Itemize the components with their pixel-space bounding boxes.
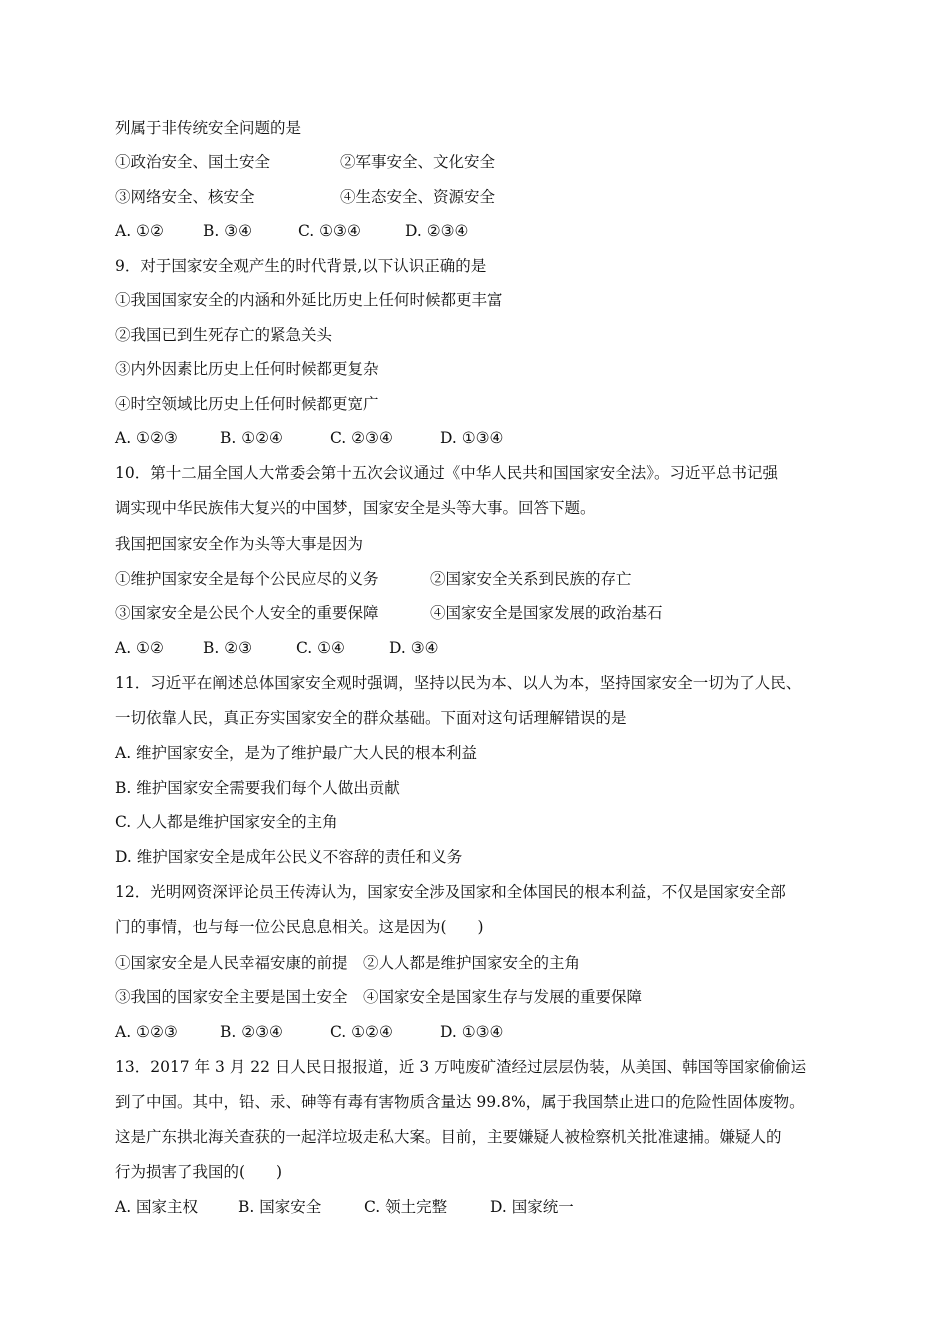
- q10-choice-a: A. ①②: [115, 639, 164, 657]
- q8-choice-d: D. ②③④: [405, 222, 469, 240]
- q12-options-line-a: ①国家安全是人民幸福安康的前提 ②人人都是维护国家安全的主角: [115, 954, 581, 972]
- q8-option-4: ④生态安全、资源安全: [340, 188, 496, 206]
- q8-stem-tail: 列属于非传统安全问题的是: [115, 119, 302, 137]
- q9-choice-b: B. ①②④: [220, 429, 283, 447]
- q13-choice-c: C. 领土完整: [364, 1198, 448, 1216]
- q10-choice-d: D. ③④: [389, 639, 439, 657]
- q11-stem-line2: 一切依靠人民，真正夯实国家安全的群众基础。下面对这句话理解错误的是: [115, 709, 627, 727]
- q9-item-1: ①我国国家安全的内涵和外延比历史上任何时候都更丰富: [115, 291, 503, 309]
- q11-option-a: A. 维护国家安全，是为了维护最广大人民的根本利益: [115, 744, 478, 762]
- q12-choice-a: A. ①②③: [115, 1023, 178, 1041]
- q11-stem-line1: 11．习近平在阐述总体国家安全观时强调，坚持以民为本、以人为本，坚持国家安全一切为了人民、: [115, 674, 802, 692]
- q12-stem-line1: 12．光明网资深评论员王传涛认为，国家安全涉及国家和全体国民的根本利益，不仅是国家安全部: [115, 883, 786, 901]
- q10-option-3: ③国家安全是公民个人安全的重要保障: [115, 604, 379, 622]
- q8-choice-b: B. ③④: [203, 222, 253, 240]
- q10-stem-line1: 10．第十二届全国人大常委会第十五次会议通过《中华人民共和国国家安全法》。习近平总书记强: [115, 464, 778, 482]
- q12-choice-b: B. ②③④: [220, 1023, 283, 1041]
- q13-stem-line2: 到了中国。其中，铅、汞、砷等有毒有害物质含量达 99.8%，属于我国禁止进口的危险性固体废物。: [115, 1093, 805, 1111]
- q10-stem-line2: 调实现中华民族伟大复兴的中国梦，国家安全是头等大事。回答下题。: [115, 499, 596, 517]
- q12-choice-c: C. ①②④: [330, 1023, 393, 1041]
- q12-stem-line2: 门的事情，也与每一位公民息息相关。这是因为( ): [115, 918, 484, 936]
- q13-stem-line3: 这是广东拱北海关查获的一起洋垃圾走私大案。目前，主要嫌疑人被检察机关批准逮捕。嫌疑人的: [115, 1128, 782, 1146]
- q10-choice-c: C. ①④: [296, 639, 345, 657]
- q9-item-2: ②我国已到生死存亡的紧急关头: [115, 326, 333, 344]
- q10-question: 我国把国家安全作为头等大事是因为: [115, 535, 364, 553]
- q8-option-1: ①政治安全、国土安全: [115, 153, 271, 171]
- q9-choice-c: C. ②③④: [330, 429, 393, 447]
- q13-choice-b: B. 国家安全: [238, 1198, 322, 1216]
- q8-choice-a: A. ①②: [115, 222, 164, 240]
- q12-choice-d: D. ①③④: [440, 1023, 504, 1041]
- q8-choice-c: C. ①③④: [298, 222, 361, 240]
- q12-options-line-b: ③我国的国家安全主要是国土安全 ④国家安全是国家生存与发展的重要保障: [115, 988, 643, 1006]
- q13-stem-line4: 行为损害了我国的( ): [115, 1163, 283, 1181]
- q10-option-1: ①维护国家安全是每个公民应尽的义务: [115, 570, 379, 588]
- q8-option-2: ②军事安全、文化安全: [340, 153, 496, 171]
- q11-option-d: D. 维护国家安全是成年公民义不容辞的责任和义务: [115, 848, 463, 866]
- q9-choice-d: D. ①③④: [440, 429, 504, 447]
- q11-option-b: B. 维护国家安全需要我们每个人做出贡献: [115, 779, 400, 797]
- q10-choice-b: B. ②③: [203, 639, 253, 657]
- q13-choice-a: A. 国家主权: [115, 1198, 199, 1216]
- q11-option-c: C. 人人都是维护国家安全的主角: [115, 813, 338, 831]
- q9-stem: 9．对于国家安全观产生的时代背景,以下认识正确的是: [115, 257, 487, 275]
- q9-item-3: ③内外因素比历史上任何时候都更复杂: [115, 360, 379, 378]
- q10-option-4: ④国家安全是国家发展的政治基石: [430, 604, 663, 622]
- q9-choice-a: A. ①②③: [115, 429, 178, 447]
- q9-item-4: ④时空领域比历史上任何时候都更宽广: [115, 395, 379, 413]
- q13-choice-d: D. 国家统一: [490, 1198, 574, 1216]
- q13-stem-line1: 13．2017 年 3 月 22 日人民日报报道，近 3 万吨废矿渣经过层层伪装，从美国、韩国等国家偷偷运: [115, 1058, 807, 1076]
- q8-option-3: ③网络安全、核安全: [115, 188, 255, 206]
- q10-option-2: ②国家安全关系到民族的存亡: [430, 570, 632, 588]
